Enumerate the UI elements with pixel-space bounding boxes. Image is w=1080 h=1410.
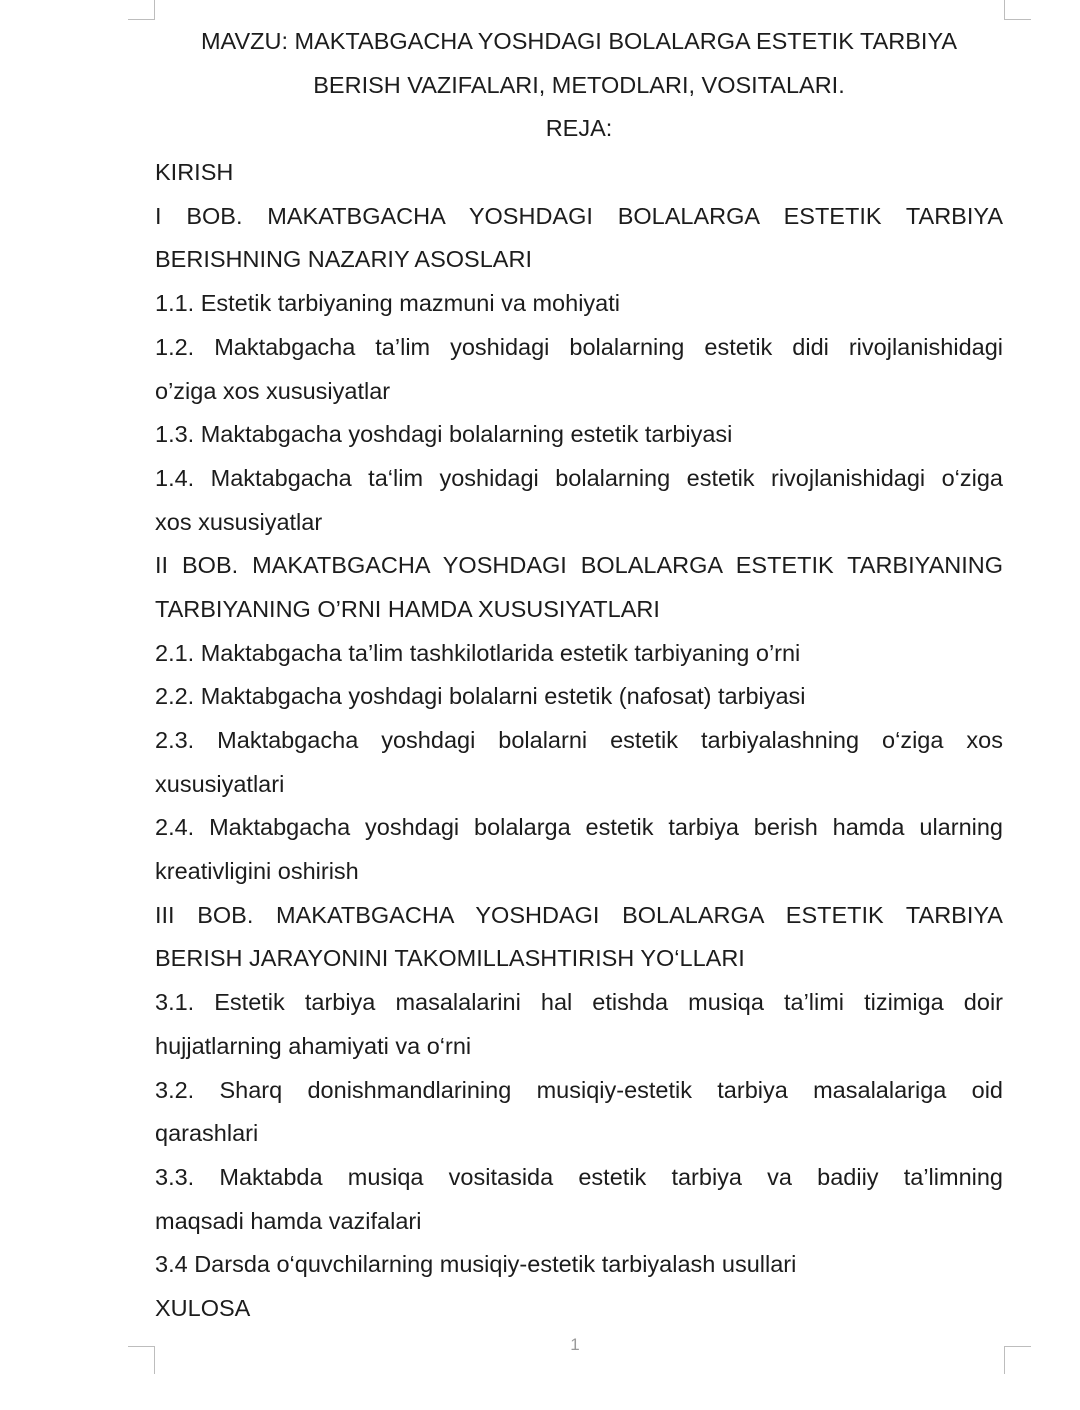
toc-item-line: 2.3. Maktabgacha yoshdagi bolalarni estetik tarbiyalashning o‘ziga xos <box>155 727 1003 753</box>
table-of-contents <box>155 151 1003 1331</box>
toc-item-line: 1.3. Maktabgacha yoshdagi bolalarning estetik tarbiyasi <box>155 421 733 448</box>
document-title-line-1: MAVZU: MAKTABGACHA YOSHDAGI BOLALARGA ESTETIK TARBIYA <box>200 28 958 54</box>
toc-item-line: 3.3. Maktabda musiqa vositasida estetik tarbiya va badiiy ta’limning <box>155 1163 1003 1190</box>
toc-item-line: 1.2. Maktabgacha ta’lim yoshidagi bolalarning estetik didi rivojlanishidagi <box>155 333 1003 360</box>
toc-heading-line: I BOB. MAKATBGACHA YOSHDAGI BOLALARGA ESTETIK TARBIYA <box>155 202 1003 229</box>
toc-item-line: 2.2. Maktabgacha yoshdagi bolalarni estetik (nafosat) tarbiyasi <box>155 683 806 710</box>
toc-item-line: o’ziga xos xususiyatlar <box>155 377 391 404</box>
crop-mark-top-left <box>128 0 155 20</box>
toc-item-line: hujjatlarning ahamiyati va o‘rni <box>155 1032 472 1059</box>
toc-item-line: qarashlari <box>155 1120 259 1147</box>
toc-item-line: 2.1. Maktabgacha ta’lim tashkilotlarida estetik tarbiyaning o’rni <box>155 639 801 666</box>
toc-item-line: 2.4. Maktabgacha yoshdagi bolalarga estetik tarbiya berish hamda ularning <box>155 814 1003 841</box>
toc-heading-line: XULOSA <box>155 1294 251 1321</box>
toc-item-line: 3.2. Sharq donishmandlarining musiqiy-estetik tarbiya masalalariga oid <box>155 1076 1003 1103</box>
toc-heading-line: KIRISH <box>155 159 234 186</box>
toc-heading-line: BERISH JARAYONINI TAKOMILLASHTIRISH YO‘LLARI <box>155 945 745 972</box>
toc-item-line: xos xususiyatlar <box>155 508 323 535</box>
toc-item-line: 3.4 Darsda o‘quvchilarning musiqiy-estetik tarbiyalash usullari <box>155 1251 797 1278</box>
document-title-line-2: BERISH VAZIFALARI, METODLARI, VOSITALARI. <box>313 71 845 98</box>
toc-heading-line: TARBIYANING O’RNI HAMDA XUSUSIYATLARI <box>155 595 660 622</box>
toc-heading-line: II BOB. MAKATBGACHA YOSHDAGI BOLALARGA ESTETIK TARBIYANING <box>155 552 1003 579</box>
page-number: 1 <box>570 1335 580 1354</box>
toc-heading-line: BERISHNING NAZARIY ASOSLARI <box>155 246 532 273</box>
document-body <box>155 20 1003 1331</box>
toc-item-line: kreativligini oshirish <box>155 858 359 885</box>
plan-label: REJA: <box>545 115 613 142</box>
toc-item-line: maqsadi hamda vazifalari <box>155 1207 422 1234</box>
toc-heading-line: III BOB. MAKATBGACHA YOSHDAGI BOLALARGA ESTETIK TARBIYA <box>155 901 1003 928</box>
toc-item-line: 1.4. Maktabgacha ta‘lim yoshidagi bolalarning estetik rivojlanishidagi o‘ziga <box>155 464 1003 491</box>
toc-item-line: xususiyatlari <box>155 770 285 797</box>
toc-item-line: 3.1. Estetik tarbiya masalalarini hal etishda musiqa ta’limi tizimiga doir <box>155 989 1003 1016</box>
toc-item-line: 1.1. Estetik tarbiyaning mazmuni va mohiyati <box>155 290 620 317</box>
crop-mark-top-right <box>1004 0 1031 20</box>
